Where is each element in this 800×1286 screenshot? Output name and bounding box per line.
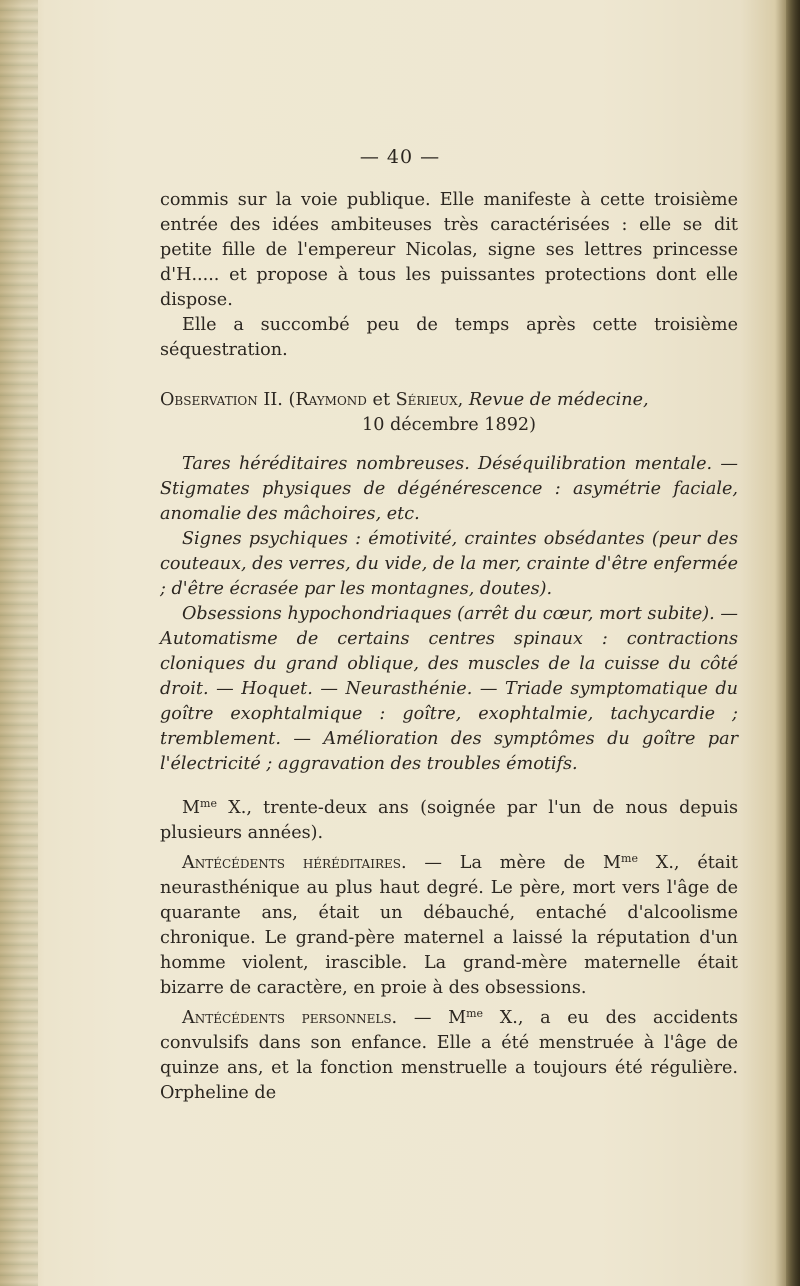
summary-signes: Signes psychiques : émotivité, craintes obsédantes (peur des couteaux, des verres, du vide, de la mer, crainte d'être enfermée ; d'être écrasée par les montagnes, doutes).	[160, 529, 738, 599]
paragraph-patient	[160, 791, 738, 846]
body-text	[160, 188, 738, 1106]
antecedents-hereditaires-text-b: X., était neurasthénique au plus haut degré. Le père, mort vers l'âge de quarante ans, était un débauché, entaché d'alcoolisme chronique. Le grand-père maternel a laissé la réputation d'un homme violent, irascible. La grand-mère maternelle était bizarre de caractère, en proie à des obsessions.	[160, 853, 738, 998]
observation-heading	[160, 388, 738, 413]
antecedents-personnels-text-a: — M	[397, 1008, 467, 1028]
paragraph-antecedents-personnels	[160, 1001, 738, 1106]
mme-superscript: me	[200, 797, 217, 810]
observation-journal: Revue de médecine,	[468, 390, 649, 410]
observation-label: Observation II.	[160, 390, 283, 410]
observation-author-2: Sérieux	[395, 390, 458, 410]
observation-date: 10 décembre 1892)	[362, 415, 536, 435]
paragraph-succombe: Elle a succombé peu de temps après cette troisième séquestration.	[160, 315, 738, 360]
antecedents-hereditaires-superscript: me	[621, 852, 638, 865]
observation-and: et	[366, 390, 396, 410]
antecedents-hereditaires-text-a: — La mère de M	[406, 853, 622, 873]
antecedents-personnels-superscript: me	[466, 1007, 484, 1020]
antecedents-personnels-text-b: X., a eu des accidents convulsifs dans son enfance. Elle a été menstruée à l'âge de quinze ans, et la fonction menstruelle a toujours été régulière. Orpheline de	[160, 1008, 738, 1103]
summary-obsessions: Obsessions hypochondriaques (arrêt du cœur, mort subite). — Automatisme de certains centres spinaux : contractions cloniques du grand oblique, des muscles de la cuisse du côté droit. — Hoquet. — Neurasthénie. — Triade symptomatique du goître exophtalmique : goître, exophtalmie, tachycardie ; tremblement. — Amélioration des symptômes du goître par l'électricité ; aggravation des troubles émotifs.	[160, 604, 738, 774]
observation-comma: ,	[457, 390, 469, 410]
page-number: — 40 —	[359, 146, 441, 168]
summary-tares: Tares héréditaires nombreuses. Déséquilibration mentale. — Stigmates physiques de dégénérescence : asymétrie faciale, anomalie des mâchoires, etc.	[160, 454, 738, 524]
paragraph-antecedents-hereditaires	[160, 846, 738, 1001]
paragraph-intro: commis sur la voie publique. Elle manifeste à cette troisième entrée des idées ambiteuses très caractérisées : elle se dit petite fille de l'empereur Nicolas, signe ses lettres princesse d'H..... et propose à tous les puissantes protections dont elle dispose.	[160, 190, 738, 310]
patient-text: X., trente-deux ans (soignée par l'un de nous depuis plusieurs années).	[160, 798, 738, 843]
antecedents-hereditaires-label: Antécédents héréditaires.	[182, 853, 407, 873]
antecedents-personnels-label: Antécédents personnels.	[182, 1008, 398, 1028]
observation-paren: (	[282, 390, 296, 410]
mme-prefix: M	[182, 798, 201, 818]
observation-author-1: Raymond	[295, 390, 367, 410]
